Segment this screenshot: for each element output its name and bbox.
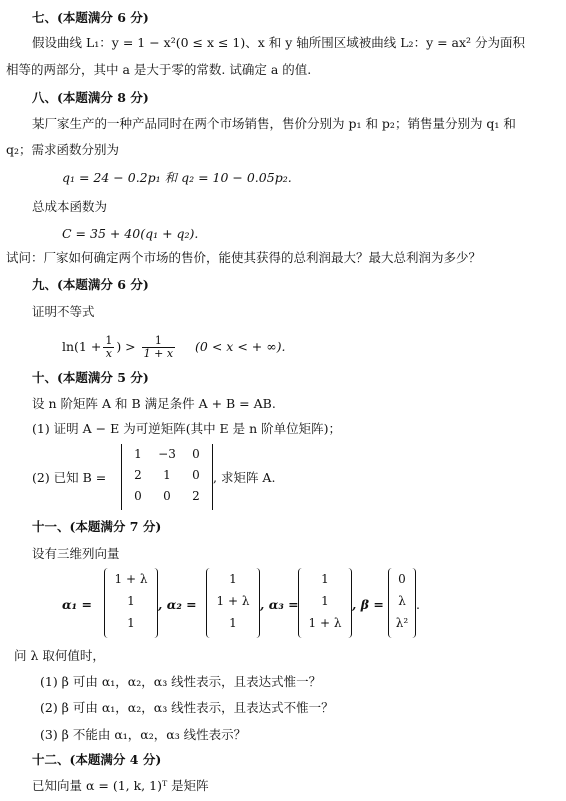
vector-entry: 1 — [229, 572, 237, 586]
greater-than: ) > — [116, 339, 136, 354]
section-8-question: 试问：厂家如何确定两个市场的售价，能使其获得的总利润最大？最大总利润为多少？ — [6, 250, 482, 265]
matrix-cell: −3 — [158, 447, 176, 461]
vector-entry: λ — [398, 594, 406, 608]
matrix-cell: 1 — [134, 447, 142, 461]
section-10-part-2-label: (2) 已知 B = — [32, 470, 107, 485]
vector-alpha2 — [206, 568, 260, 638]
vector-entry: 1 — [321, 594, 329, 608]
alpha3-label: , α₃ = — [260, 597, 299, 612]
vector-entry: λ² — [395, 616, 409, 630]
vector-end-period: . — [416, 597, 420, 612]
section-12-text: 已知向量 α = (1, k, 1)ᵀ 是矩阵 — [32, 778, 209, 793]
vector-entry: 1 — [127, 594, 135, 608]
vector-beta — [388, 568, 416, 638]
vector-entry: 1 — [127, 616, 135, 630]
section-11-title: 十一、(本题满分 7 分) — [32, 519, 162, 534]
section-9-title: 九、(本题满分 6 分) — [32, 277, 149, 292]
fraction-1-over-1px: $\frac{1}{1 + x}$ — [143, 334, 174, 360]
section-7-text-1: 假设曲线 L₁：y = 1 − x²(0 ≤ x ≤ 1)、x 和 y 轴所围区域被曲线 L₂：y = ax² 分为面积 — [32, 35, 526, 50]
section-10-title: 十、(本题满分 5 分) — [32, 370, 149, 385]
vector-alpha3 — [298, 568, 352, 638]
section-11-q3: (3) β 不能由 α₁，α₂，α₃ 线性表示？ — [40, 727, 247, 742]
matrix-cell: 0 — [192, 447, 200, 461]
vector-entry: 1 + λ — [114, 572, 148, 586]
beta-label: , β = — [352, 597, 384, 612]
vector-alpha1 — [104, 568, 158, 638]
alpha2-label: , α₂ = — [158, 597, 197, 612]
matrix-cell: 1 — [163, 468, 171, 482]
vector-entry: 0 — [398, 572, 406, 586]
section-12-title: 十二、(本题满分 4 分) — [32, 752, 162, 767]
section-9-text: 证明不等式 — [32, 304, 95, 319]
range-text: (0 < x < + ∞). — [195, 339, 286, 354]
section-11-q2: (2) β 可由 α₁，α₂，α₃ 线性表示，且表达式不惟一？ — [40, 700, 334, 715]
section-10-condition: 设 n 阶矩阵 A 和 B 满足条件 A + B = AB. — [32, 396, 276, 411]
section-11-question: 问 λ 取何值时， — [14, 648, 105, 663]
section-8-text-1: 某厂家生产的一种产品同时在两个市场销售，售价分别为 p₁ 和 p₂；销售量分别为 q₁ 和 — [32, 116, 516, 131]
section-7-title: 七、(本题满分 6 分) — [32, 10, 149, 25]
section-7-text-2: 相等的两部分，其中 a 是大于零的常数. 试确定 a 的值. — [6, 62, 312, 77]
vector-entry: 1 + λ — [216, 594, 250, 608]
section-11-q1: (1) β 可由 α₁，α₂，α₃ 线性表示，且表达式惟一？ — [40, 674, 322, 689]
section-8-title: 八、(本题满分 8 分) — [32, 90, 149, 105]
fraction-1-over-x: $\frac{1}{x}$ — [105, 334, 113, 360]
vector-entry: 1 — [229, 616, 237, 630]
matrix-cell: 2 — [192, 489, 200, 503]
matrix-cell: 0 — [163, 489, 171, 503]
section-8-text-2: q₂；需求函数分别为 — [6, 142, 120, 157]
matrix-cell: 0 — [192, 468, 200, 482]
matrix-cell: 2 — [134, 468, 142, 482]
section-10-part-2-tail: , 求矩阵 A. — [213, 470, 276, 485]
section-11-text: 设有三维列向量 — [32, 546, 120, 561]
section-8-text-3: 总成本函数为 — [32, 199, 108, 214]
ln-text: ln(1 + — [62, 339, 102, 354]
matrix-b — [121, 444, 213, 510]
alpha1-label: α₁ = — [62, 597, 92, 612]
cost-equation: C = 35 + 40(q₁ + q₂). — [62, 226, 199, 241]
vector-entry: 1 + λ — [308, 616, 342, 630]
matrix-cell: 0 — [134, 489, 142, 503]
vector-entry: 1 — [321, 572, 329, 586]
demand-equations: q₁ = 24 − 0.2p₁ 和 q₂ = 10 − 0.05p₂. — [62, 170, 292, 185]
inequality — [62, 332, 285, 362]
section-10-part-1: (1) 证明 A − E 为可逆矩阵(其中 E 是 n 阶单位矩阵)； — [32, 421, 342, 436]
